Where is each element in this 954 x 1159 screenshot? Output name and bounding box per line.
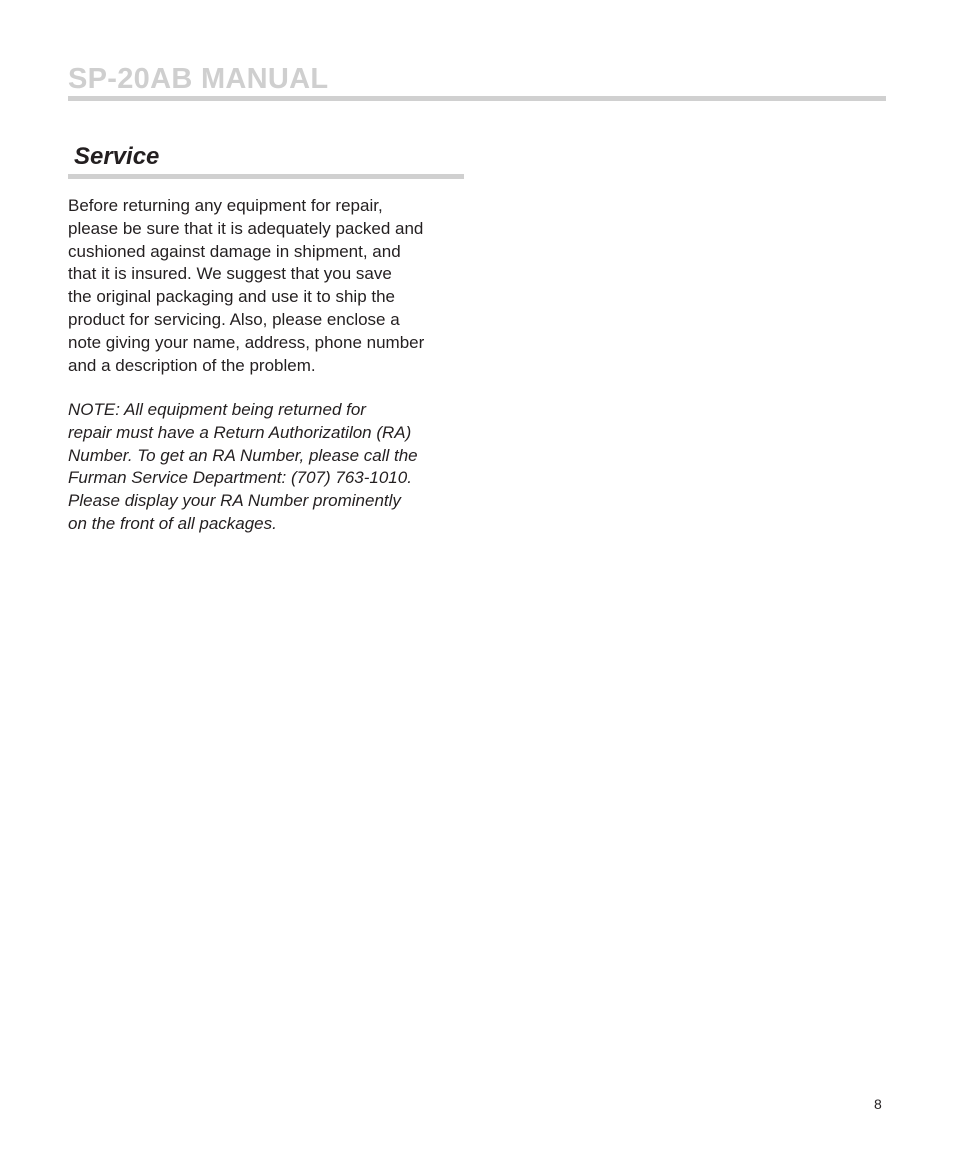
paragraph-line: Before returning any equipment for repair,	[68, 196, 383, 215]
section-title: Service	[74, 143, 160, 170]
note-line: Please display your RA Number prominently	[68, 491, 401, 511]
page-header	[68, 62, 886, 96]
paragraph-line: cushioned against damage in shipment, and	[68, 241, 401, 261]
note-line: Furman Service Department: (707) 763-1010.	[68, 468, 412, 488]
note-line: NOTE: All equipment being returned for	[68, 400, 366, 419]
service-paragraph	[68, 195, 478, 377]
service-note	[68, 399, 478, 536]
page-number: 8	[874, 1096, 882, 1112]
note-line: on the front of all packages.	[68, 513, 277, 533]
paragraph-line: that it is insured. We suggest that you save	[68, 264, 392, 284]
paragraph-line: product for servicing. Also, please enclose a	[68, 309, 400, 329]
paragraph-line: the original packaging and use it to ship the	[68, 287, 396, 307]
note-line: repair must have a Return Authorizatilon (RA)	[68, 422, 412, 442]
paragraph-line: please be sure that it is adequately packed and	[68, 218, 424, 238]
note-line: Number. To get an RA Number, please call the	[68, 445, 418, 465]
paragraph-line: note giving your name, address, phone number	[68, 332, 425, 352]
manual-title: SP-20AB MANUAL	[68, 63, 329, 95]
service-section	[68, 141, 468, 173]
section-divider	[68, 174, 464, 179]
header-divider	[68, 96, 886, 101]
paragraph-line: and a description of the problem.	[68, 355, 316, 375]
